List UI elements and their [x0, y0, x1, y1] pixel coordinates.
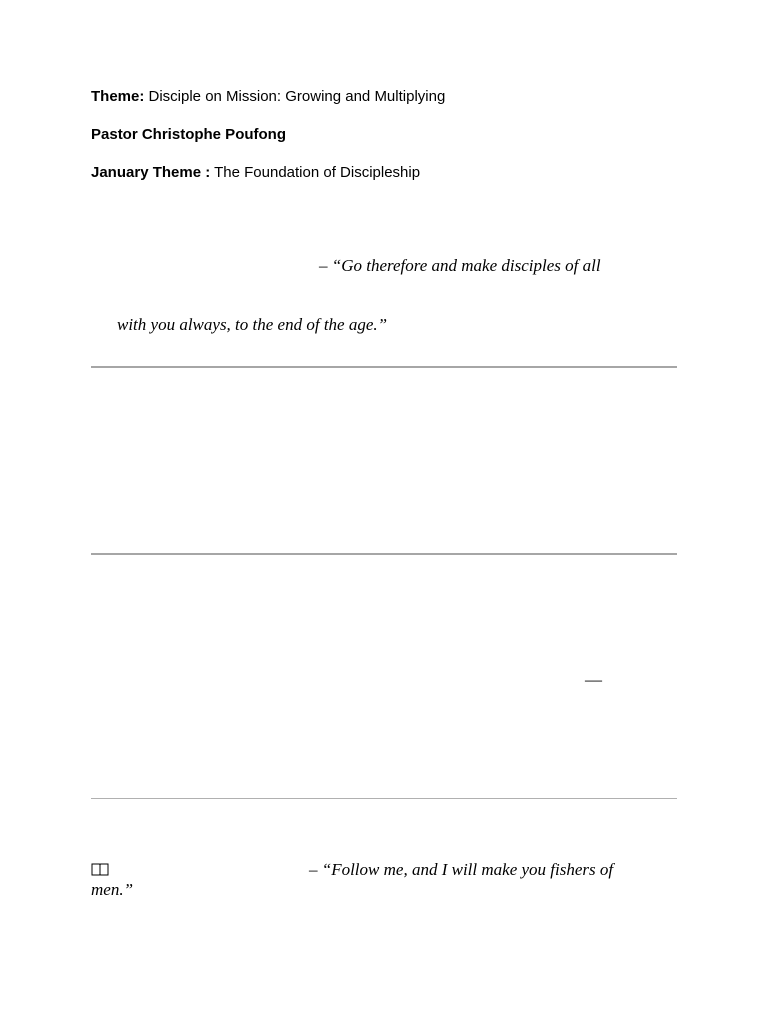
theme-label: Theme:: [91, 88, 145, 105]
divider-1: [91, 366, 677, 368]
january-theme-label: January Theme :: [91, 164, 211, 181]
divider-3: [91, 798, 677, 799]
january-theme-line: [91, 164, 420, 182]
verse-1-line-2: with you always, to the end of the age.”: [117, 315, 388, 334]
theme-value: Disciple on Mission: Growing and Multiplying: [144, 88, 446, 105]
january-theme-value: The Foundation of Discipleship: [210, 164, 421, 181]
theme-line: [91, 88, 445, 106]
divider-2: [91, 553, 677, 555]
pastor-name: [91, 126, 286, 144]
verse-2-line-2: men.”: [91, 880, 134, 899]
pastor-name-text: Pastor Christophe Poufong: [91, 126, 286, 143]
verse-1-line-1: – “Go therefore and make disciples of all: [319, 256, 601, 275]
open-book-icon: [91, 862, 109, 876]
verse-2-line-1: – “Follow me, and I will make you fishers of: [309, 860, 614, 879]
em-dash: —: [585, 670, 602, 689]
